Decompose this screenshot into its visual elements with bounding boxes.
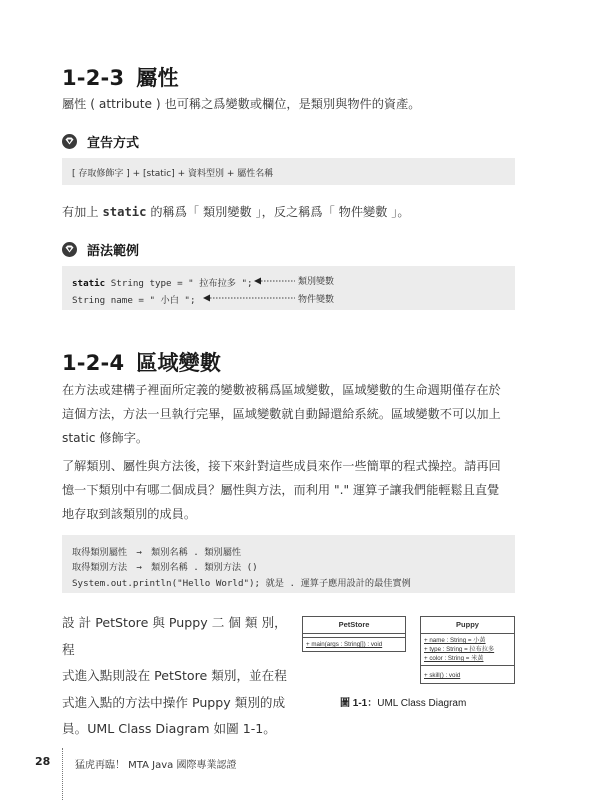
class-variable-label: 類別變數	[298, 277, 335, 287]
paragraph-line: 員。UML Class Diagram 如圖 1-1。	[62, 721, 276, 736]
paragraph-line: 式進入點的方法中操作 Puppy 類別的成	[62, 694, 286, 710]
static-note	[62, 200, 517, 224]
diamond-icon	[62, 134, 77, 149]
uml-class-name: Puppy	[421, 617, 514, 634]
section-title: 區域變數	[136, 351, 222, 375]
paragraph-line: 設 計 PetStore 與 Puppy 二 個 類 別， 程	[62, 615, 287, 657]
declare-code-line: [ 存取修飾字 ] + [static] + 資料型別 + 屬性名稱	[72, 169, 274, 179]
class-variable-arrow	[254, 277, 296, 285]
paragraph-line: 地存取到該類別的成員。	[62, 507, 197, 521]
access-code-box	[62, 535, 515, 593]
uml-attribute: + color : String = 米黃	[424, 655, 484, 662]
code-text: String name = " 小白 ";	[72, 295, 196, 306]
section-heading-1-2-3	[62, 62, 179, 92]
book-title: 猛虎再臨！ MTA Java 國際專業認證	[75, 760, 237, 771]
figure-caption	[340, 694, 466, 709]
section-number: 1-2-3	[62, 66, 125, 90]
syntax-code-line	[72, 275, 253, 289]
access-code-line: System.out.println("Hello World"); 就是 . 運算子應用設計的最佳實例	[72, 578, 411, 589]
uml-attributes	[421, 634, 514, 666]
static-note-pre: 有加上	[62, 205, 103, 219]
paragraph-line: 憶一下類別中有哪二個成員？屬性與方法，而利用 "." 運算子讓我們能輕鬆且直覺	[62, 483, 500, 497]
syntax-subheading	[62, 240, 139, 258]
section-title: 屬性	[136, 66, 179, 90]
paragraph-line: 式進入點則設在 PetStore 類別，並在程	[62, 668, 287, 683]
uml-method: + main(args : String[]) : void	[306, 641, 383, 648]
diamond-icon	[62, 242, 77, 257]
figure-caption-text: UML Class Diagram	[377, 698, 467, 709]
code-text: String type = " 拉布拉多 ";	[105, 278, 253, 289]
footer-divider	[62, 748, 63, 800]
code-keyword: static	[72, 278, 106, 289]
paragraph-line: 在方法或建構子裡面所定義的變數被稱爲區域變數，區域變數的生命週期僅存在於	[62, 383, 501, 397]
static-note-post: 的稱爲「 類別變數 」，反之稱爲「 物件變數 」。	[146, 205, 410, 219]
uml-methods	[303, 638, 405, 651]
uml-class-petstore	[302, 616, 406, 652]
syntax-code-box	[62, 266, 515, 310]
local-variable-paragraph	[62, 378, 517, 450]
syntax-code-line	[72, 292, 195, 306]
paragraph-line: static 修飾字。	[62, 431, 149, 445]
petstore-paragraph	[62, 610, 297, 743]
uml-class-name: PetStore	[303, 617, 405, 634]
uml-method: + skill() : void	[424, 672, 461, 679]
paragraph-line: 了解類別、屬性與方法後，接下來針對這些成員來作一些簡單的程式操控。請再回	[62, 459, 501, 473]
uml-attribute: + type : String = 拉布拉多	[424, 646, 495, 653]
object-variable-arrow	[203, 294, 296, 302]
figure-caption-label: 圖 1-1：	[340, 698, 378, 709]
access-code-line: 取得類別方法 → 類別名稱 . 類別方法 ()	[72, 562, 258, 573]
dot-operator-paragraph	[62, 454, 517, 526]
declare-subheading	[62, 132, 139, 150]
attribute-intro: 屬性 ( attribute ) 也可稱之爲變數或欄位，是類別與物件的資產。	[62, 97, 421, 111]
static-note-keyword: static	[102, 205, 147, 219]
object-variable-label: 物件變數	[298, 295, 335, 305]
access-code-line: 取得類別屬性 → 類別名稱 . 類別屬性	[72, 547, 242, 558]
paragraph-line: 這個方法，方法一旦執行完畢，區域變數就自動歸還給系統。區域變數不可以加上	[62, 407, 501, 421]
uml-class-puppy	[420, 616, 515, 684]
section-heading-1-2-4	[62, 347, 221, 377]
declare-code-box	[62, 158, 515, 185]
uml-attribute: + name : String = 小黃	[424, 637, 486, 644]
declare-heading-text: 宣告方式	[87, 135, 140, 151]
uml-methods	[421, 666, 514, 683]
page-number: 28	[35, 755, 51, 768]
section-number: 1-2-4	[62, 351, 125, 375]
syntax-heading-text: 語法範例	[87, 243, 140, 259]
